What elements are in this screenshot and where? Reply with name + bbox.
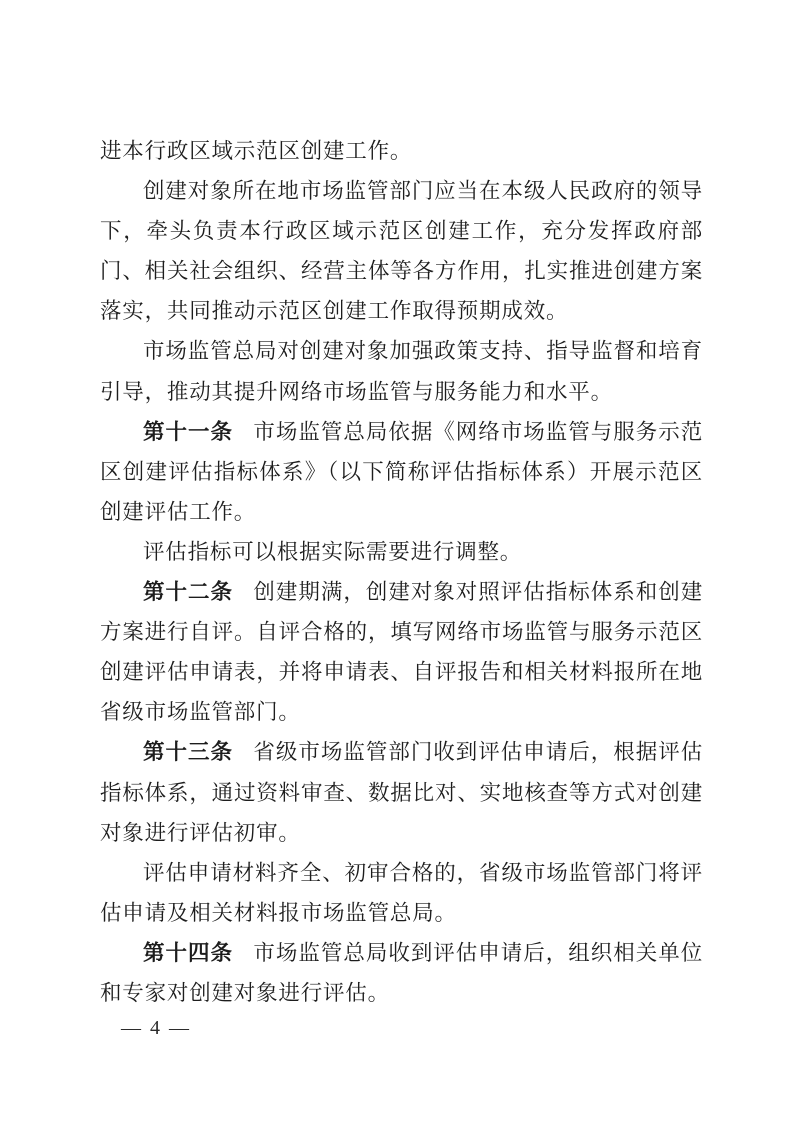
- paragraph-provincial-review: [100, 853, 703, 933]
- article-13-number: 第十三条: [143, 740, 233, 765]
- paragraph-article-13: [100, 732, 703, 852]
- paragraph-article-12: [100, 572, 703, 732]
- paragraph-local-authority-duty: [100, 171, 703, 331]
- page-number: — 4 —: [121, 1017, 191, 1039]
- paragraph-samr-support: [100, 331, 703, 411]
- paragraph-text: 市场监管总局收到评估申请后，组织相关单位和专家对创建对象进行评估。: [100, 940, 703, 1005]
- paragraph-text: 评估申请材料齐全、初审合格的，省级市场监管部门将评估申请及相关材料报市场监管总局。: [100, 860, 703, 925]
- paragraph-continuation: [100, 131, 703, 171]
- article-14-number: 第十四条: [143, 940, 233, 965]
- paragraph-text: 进本行政区域示范区创建工作。: [100, 139, 413, 163]
- paragraph-indicator-adjust: [100, 532, 703, 572]
- paragraph-text: 省级市场监管部门收到评估申请后，根据评估指标体系，通过资料审查、数据比对、实地核查等方式对创建对象进行评估初审。: [100, 740, 703, 845]
- paragraph-text: 创建对象所在地市场监管部门应当在本级人民政府的领导下，牵头负责本行政区域示范区创建工作，充分发挥政府部门、相关社会组织、经营主体等各方作用，扎实推进创建方案落实，共同推动示范区创建工作取得预期成效。: [100, 179, 703, 324]
- article-11-number: 第十一条: [143, 419, 233, 444]
- paragraph-article-14: [100, 933, 703, 1013]
- paragraph-text: 市场监管总局对创建对象加强政策支持、指导监督和培育引导，推动其提升网络市场监管与服务能力和水平。: [100, 339, 703, 404]
- document-body-text: [100, 131, 703, 1013]
- paragraph-text: 创建期满，创建对象对照评估指标体系和创建方案进行自评。自评合格的，填写网络市场监管与服务示范区创建评估申请表，并将申请表、自评报告和相关材料报所在地省级市场监管部门。: [100, 580, 703, 725]
- article-12-number: 第十二条: [143, 580, 233, 605]
- paragraph-article-11: [100, 412, 703, 532]
- paragraph-text: 市场监管总局依据《网络市场监管与服务示范区创建评估指标体系》（以下简称评估指标体系）开展示范区创建评估工作。: [100, 419, 703, 524]
- paragraph-text: 评估指标可以根据实际需要进行调整。: [143, 539, 523, 564]
